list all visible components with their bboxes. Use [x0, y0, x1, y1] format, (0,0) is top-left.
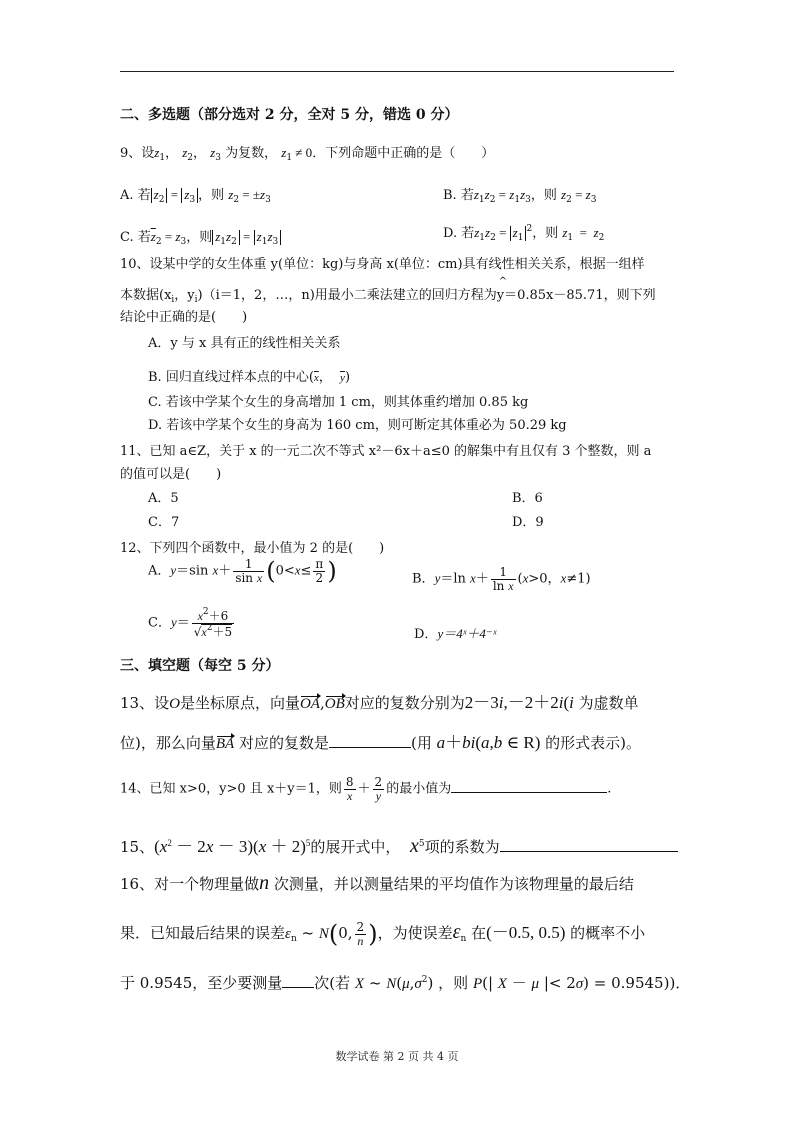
- question-10-option-a[interactable]: A．y 与 x 具有正的线性相关关系: [148, 336, 341, 351]
- header-rule: [120, 71, 674, 72]
- question-13-line-2: 位)，那么向量BA 对应的复数是 (用 a＋bi(a,b ∈ R) 的形式表示)。: [120, 733, 642, 752]
- question-9-option-d[interactable]: D. 若$z_1z_2 = z_1^2$，则 $z_1 = z_2$: [443, 224, 605, 243]
- answer-blank-14[interactable]: [451, 780, 607, 793]
- question-12-option-b[interactable]: B．y＝ln x＋ $\frac{1}{\text{ln x}}$ (x>0，x≠1): [412, 565, 591, 593]
- question-16-line-1: 16、对一个物理量做n 次测量，并以测量结果的平均值作为该物理量的最后结: [120, 872, 634, 894]
- question-11-option-c[interactable]: C．7: [148, 515, 180, 530]
- question-10-line-1: 10、设某中学的女生体重 y(单位：kg)与身高 x(单位：cm)具有线性相关关系，根据一组样: [120, 257, 645, 272]
- question-16-line-3: 于 0.9545，至少要测量 次(若 X ~ $N(\mu,\sigma^2)$ ，则 P(| X － μ |< 2σ) = 0.9545))．: [120, 974, 691, 992]
- question-10-option-c[interactable]: C. 若该中学某个女生的身高增加 1 cm，则其体重约增加 0.85 kg: [148, 395, 529, 410]
- question-16-line-2: 果．已知最后结果的误差$\varepsilon_n$ ~ N(0, $\frac{2}{n}$ )，为使误差$\varepsilon_n$ 在(－0.5, 0.5) 的概率不小: [120, 919, 646, 948]
- page-footer: 数学试卷 第 2 页 共 4 页: [335, 1050, 459, 1063]
- question-10-option-d[interactable]: D. 若该中学某个女生的身高为 160 cm，则可断定其体重必为 50.29 kg: [148, 418, 567, 433]
- question-13-line-1: 13、设O是坐标原点，向量OA,OB对应的复数分别为2－3i,－2＋2i(i 为虚数单: [120, 693, 639, 712]
- section-title-fill-in: 三、填空题（每空 5 分）: [120, 658, 280, 674]
- answer-blank-16[interactable]: [282, 975, 314, 988]
- question-9-option-a[interactable]: A. 若 $z_2 = z_3$ ，则 $z_2 = \pm z_3$: [120, 187, 271, 205]
- question-11-line-1: 11、已知 a∈Z，关于 x 的一元二次不等式 x²－6x＋a≤0 的解集中有且仅有 3 个整数，则 a: [120, 444, 652, 459]
- question-9-stem: 9、设$z_1$， $z_2$， $z_3$ 为复数， $z_1 \ne 0$．下列命题中正确的是（ ）: [120, 145, 495, 163]
- question-9-option-c[interactable]: C. 若$\overline{z}_2 = z_3$，则 $z_1z_2 = z_1z_3$: [120, 226, 281, 247]
- answer-blank-13[interactable]: [329, 735, 411, 748]
- question-10-option-b[interactable]: B. 回归直线过样本点的中心($\overline{x}$， $\overline{y}$): [148, 370, 351, 385]
- question-12-option-c[interactable]: C．y＝ $\frac{x^2+6}{√x^2+5}$: [148, 607, 233, 639]
- question-11-option-b[interactable]: B．6: [512, 491, 543, 506]
- question-9-option-b[interactable]: B. 若$z_1z_2 = z_1z_3$，则 $z_2 = z_3$: [443, 187, 597, 205]
- question-11-option-d[interactable]: D．9: [512, 515, 544, 530]
- question-11-option-a[interactable]: A．5: [148, 491, 179, 506]
- question-10-line-2: 本数据($x_i$，$y_i)(i=1$，2，…，n)用最小二乘法建立的回归方程为 ^ y＝0.85x－85.71，则下列: [120, 276, 656, 305]
- question-10-line-3: 结论中正确的是( ): [120, 310, 248, 325]
- question-12-option-d[interactable]: D．y＝4ˣ＋4⁻ˣ: [414, 626, 497, 642]
- answer-blank-15[interactable]: [500, 839, 678, 852]
- section-title-multiple-choice: 二、多选题（部分选对 2 分，全对 5 分，错选 0 分）: [120, 107, 459, 123]
- question-11-line-2: 的值可以是( ): [120, 467, 222, 482]
- question-12-stem: 12、下列四个函数中，最小值为 2 的是( ): [120, 541, 385, 556]
- question-15: 15、$(x^2 - 2x - 3)(x + 2)^5$的展开式中， $x^5$项的系数为: [120, 832, 678, 858]
- question-14: 14、已知 x>0，y>0 且 x＋y＝1，则 $\frac{8}{x}$ ＋ $\frac{2}{y}$ 的最小值为 .: [120, 775, 612, 803]
- question-12-option-a[interactable]: A．y＝sin x＋ $\frac{1}{\text{sin x}}$ (0<x≤ $\frac{\pi}{2}$ ): [148, 557, 337, 586]
